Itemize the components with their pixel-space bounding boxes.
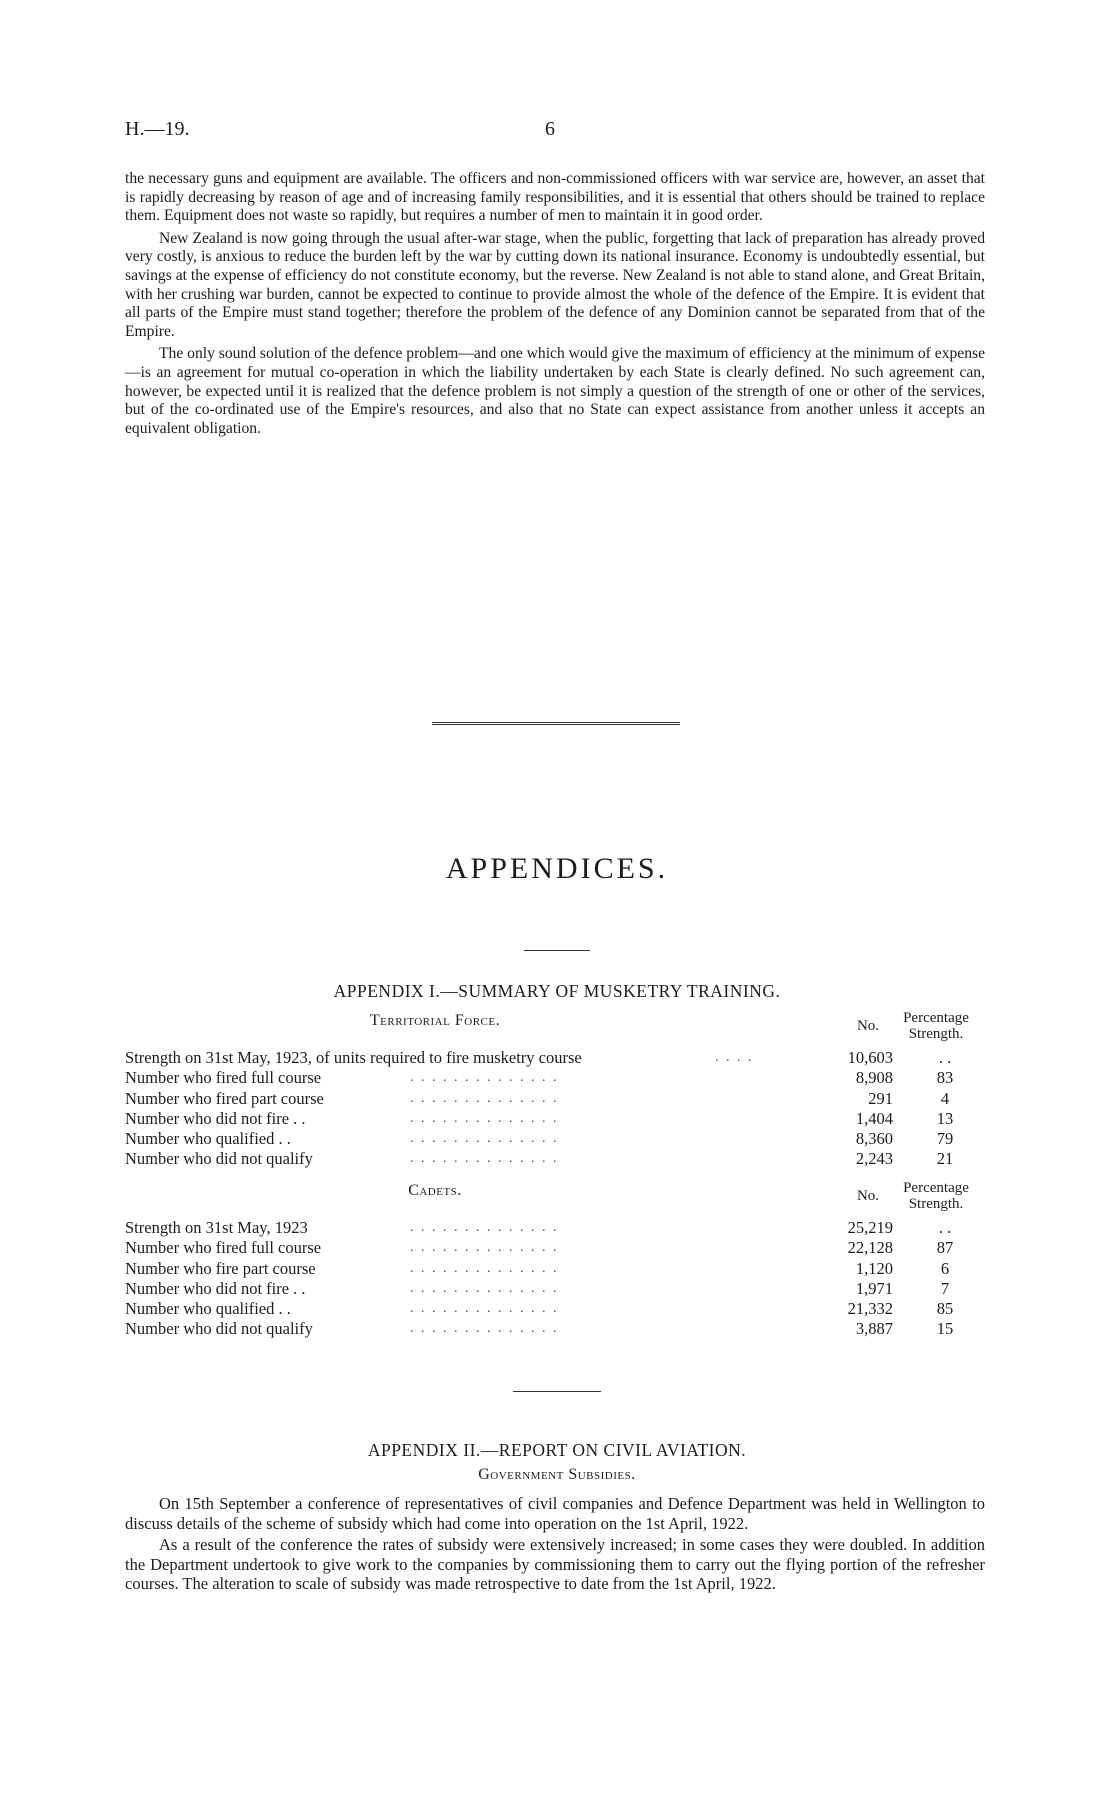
table-row xyxy=(125,1129,985,1149)
paragraph: the necessary guns and equipment are available. The officers and non-commissioned officers with war service are, however, an asset that is rapidly decreasing by reason of age and of increasing family responsibilities, and it is essential that others should be trained to replace them. Equipment does not waste so rapidly, but requires a number of men to maintain it in good order. xyxy=(125,170,985,225)
row-number: 10,603 xyxy=(847,1048,893,1067)
divider xyxy=(513,1391,601,1392)
section-divider xyxy=(432,722,680,725)
paragraph: New Zealand is now going through the usual after-war stage, when the public, forgetting that lack of preparation has already proved very costly, is anxious to reduce the burden left by the war by cutting down its national insurance. Economy is undoubtedly essential, but savings at the expense of efficiency do not constitute economy, but the reverse. New Zealand is not able to stand alone, and Great Britain, with her crushing war burden, cannot be expected to continue to provide almost the whole of the defence of the Empire. It is evident that all parts of the Empire must stand together; therefore the problem of the defence of any Dominion cannot be separated from that of the Empire. xyxy=(125,229,985,340)
paragraph: On 15th September a conference of representatives of civil companies and Defence Department was held in Wellington to discuss details of the scheme of subsidy which had come into operation on the 1st April, 1922. xyxy=(125,1494,985,1533)
row-percentage: . . xyxy=(938,1218,952,1237)
row-number: 1,404 xyxy=(855,1108,893,1128)
appendix-2-text xyxy=(125,1494,985,1596)
row-number: 25,219 xyxy=(847,1218,893,1237)
row-label: Number who did not fire . . xyxy=(125,1278,306,1298)
leader-dots: . . . . . . . . . . . . . . xyxy=(410,1090,559,1106)
row-number: 291 xyxy=(868,1088,893,1108)
leader-dots: . . . . xyxy=(715,1050,754,1065)
leader-dots: . . . . . . . . . . . . . . xyxy=(410,1070,559,1086)
row-percentage: 83 xyxy=(936,1068,954,1088)
row-label: Number who qualified . . xyxy=(125,1129,291,1149)
table-row xyxy=(125,1109,985,1129)
leader-dots: . . . . . . . . . . . . . . xyxy=(410,1321,559,1337)
leader-dots: . . . . . . . . . . . . . . xyxy=(410,1260,559,1276)
column-header-percentage: Percentage Strength. xyxy=(903,1180,969,1212)
row-number: 3,887 xyxy=(855,1319,893,1339)
intro-text xyxy=(125,170,985,442)
row-percentage: 6 xyxy=(940,1258,950,1278)
table-header xyxy=(125,1010,985,1048)
row-percentage: 4 xyxy=(940,1088,950,1108)
row-percentage: 85 xyxy=(936,1299,954,1319)
row-percentage: 13 xyxy=(936,1108,954,1128)
paragraph: As a result of the conference the rates of subsidy were extensively increased; in some cases they were doubled. In addition the Department undertook to give work to the companies by commissioning them to carry out the flying portion of the refresher courses. The alteration to scale of subsidy was made retrospective to date from the 1st April, 1922. xyxy=(125,1535,985,1594)
row-percentage: 87 xyxy=(936,1238,954,1258)
row-number: 1,120 xyxy=(855,1258,893,1278)
row-label: Strength on 31st May, 1923, of units required to fire musketry course xyxy=(125,1048,582,1067)
territorial-force-heading: Territorial Force. xyxy=(369,1012,501,1029)
column-header-no: No. xyxy=(856,1188,880,1204)
divider xyxy=(524,950,590,951)
table-row xyxy=(125,1218,985,1238)
row-percentage: 21 xyxy=(936,1149,954,1169)
appendix-1-title: APPENDIX I.—SUMMARY OF MUSKETRY TRAINING. xyxy=(333,981,781,1001)
row-label: Number who fired full course xyxy=(125,1068,322,1088)
row-label: Number who fired part course xyxy=(125,1088,324,1108)
territorial-force-table xyxy=(125,1010,985,1170)
row-number: 22,128 xyxy=(847,1238,893,1258)
table-row xyxy=(125,1048,985,1068)
paragraph: The only sound solution of the defence problem—and one which would give the maximum of efficiency at the minimum of expense—is an agreement for mutual co-operation in which the liability undertaken by each State is clearly defined. No such agreement can, however, be expected until it is realized that the defence problem is not simply a question of the strength of one or other of the services, but of the co-ordinated use of the Empire's resources, and also that no State can expect assistance from another unless it accepts an equivalent obligation. xyxy=(125,345,985,437)
leader-dots: . . . . . . . . . . . . . . xyxy=(410,1240,559,1256)
row-label: Number who fired full course xyxy=(125,1238,322,1258)
table-row xyxy=(125,1238,985,1258)
row-number: 8,360 xyxy=(855,1129,893,1149)
column-header-no: No. xyxy=(856,1018,880,1034)
table-row xyxy=(125,1089,985,1109)
appendices-title: APPENDICES. xyxy=(445,852,669,885)
table-row xyxy=(125,1299,985,1319)
row-label: Number who did not qualify xyxy=(125,1319,313,1339)
column-header-percentage: Percentage Strength. xyxy=(903,1010,969,1042)
row-label: Number who did not qualify xyxy=(125,1149,313,1169)
leader-dots: . . . . . . . . . . . . . . xyxy=(410,1131,559,1147)
row-number: 1,971 xyxy=(855,1278,893,1298)
row-label: Number who fire part course xyxy=(125,1258,316,1278)
table-header xyxy=(125,1180,985,1218)
row-label: Number who qualified . . xyxy=(125,1299,291,1319)
document-code: H.—19. xyxy=(125,118,190,140)
table-row xyxy=(125,1259,985,1279)
leader-dots: . . . . . . . . . . . . . . xyxy=(410,1301,559,1317)
appendix-2-subtitle: Government Subsidies. xyxy=(478,1466,636,1483)
row-percentage: 7 xyxy=(940,1278,950,1298)
page-header xyxy=(125,118,985,148)
row-percentage: . . xyxy=(938,1048,952,1067)
cadets-table xyxy=(125,1180,985,1340)
table-row xyxy=(125,1319,985,1339)
page-number: 6 xyxy=(545,118,555,140)
appendix-2-title: APPENDIX II.—REPORT ON CIVIL AVIATION. xyxy=(367,1440,747,1460)
row-label: Number who did not fire . . xyxy=(125,1108,306,1128)
row-number: 21,332 xyxy=(847,1299,893,1319)
leader-dots: . . . . . . . . . . . . . . xyxy=(410,1151,559,1167)
cadets-heading: Cadets. xyxy=(408,1182,462,1199)
table-row xyxy=(125,1279,985,1299)
leader-dots: . . . . . . . . . . . . . . xyxy=(410,1220,559,1235)
row-number: 2,243 xyxy=(855,1149,893,1169)
leader-dots: . . . . . . . . . . . . . . xyxy=(410,1110,559,1126)
row-label: Strength on 31st May, 1923 xyxy=(125,1218,308,1237)
row-percentage: 79 xyxy=(936,1129,954,1149)
row-number: 8,908 xyxy=(855,1068,893,1088)
leader-dots: . . . . . . . . . . . . . . xyxy=(410,1280,559,1296)
table-row xyxy=(125,1068,985,1088)
table-row xyxy=(125,1149,985,1169)
row-percentage: 15 xyxy=(936,1319,954,1339)
